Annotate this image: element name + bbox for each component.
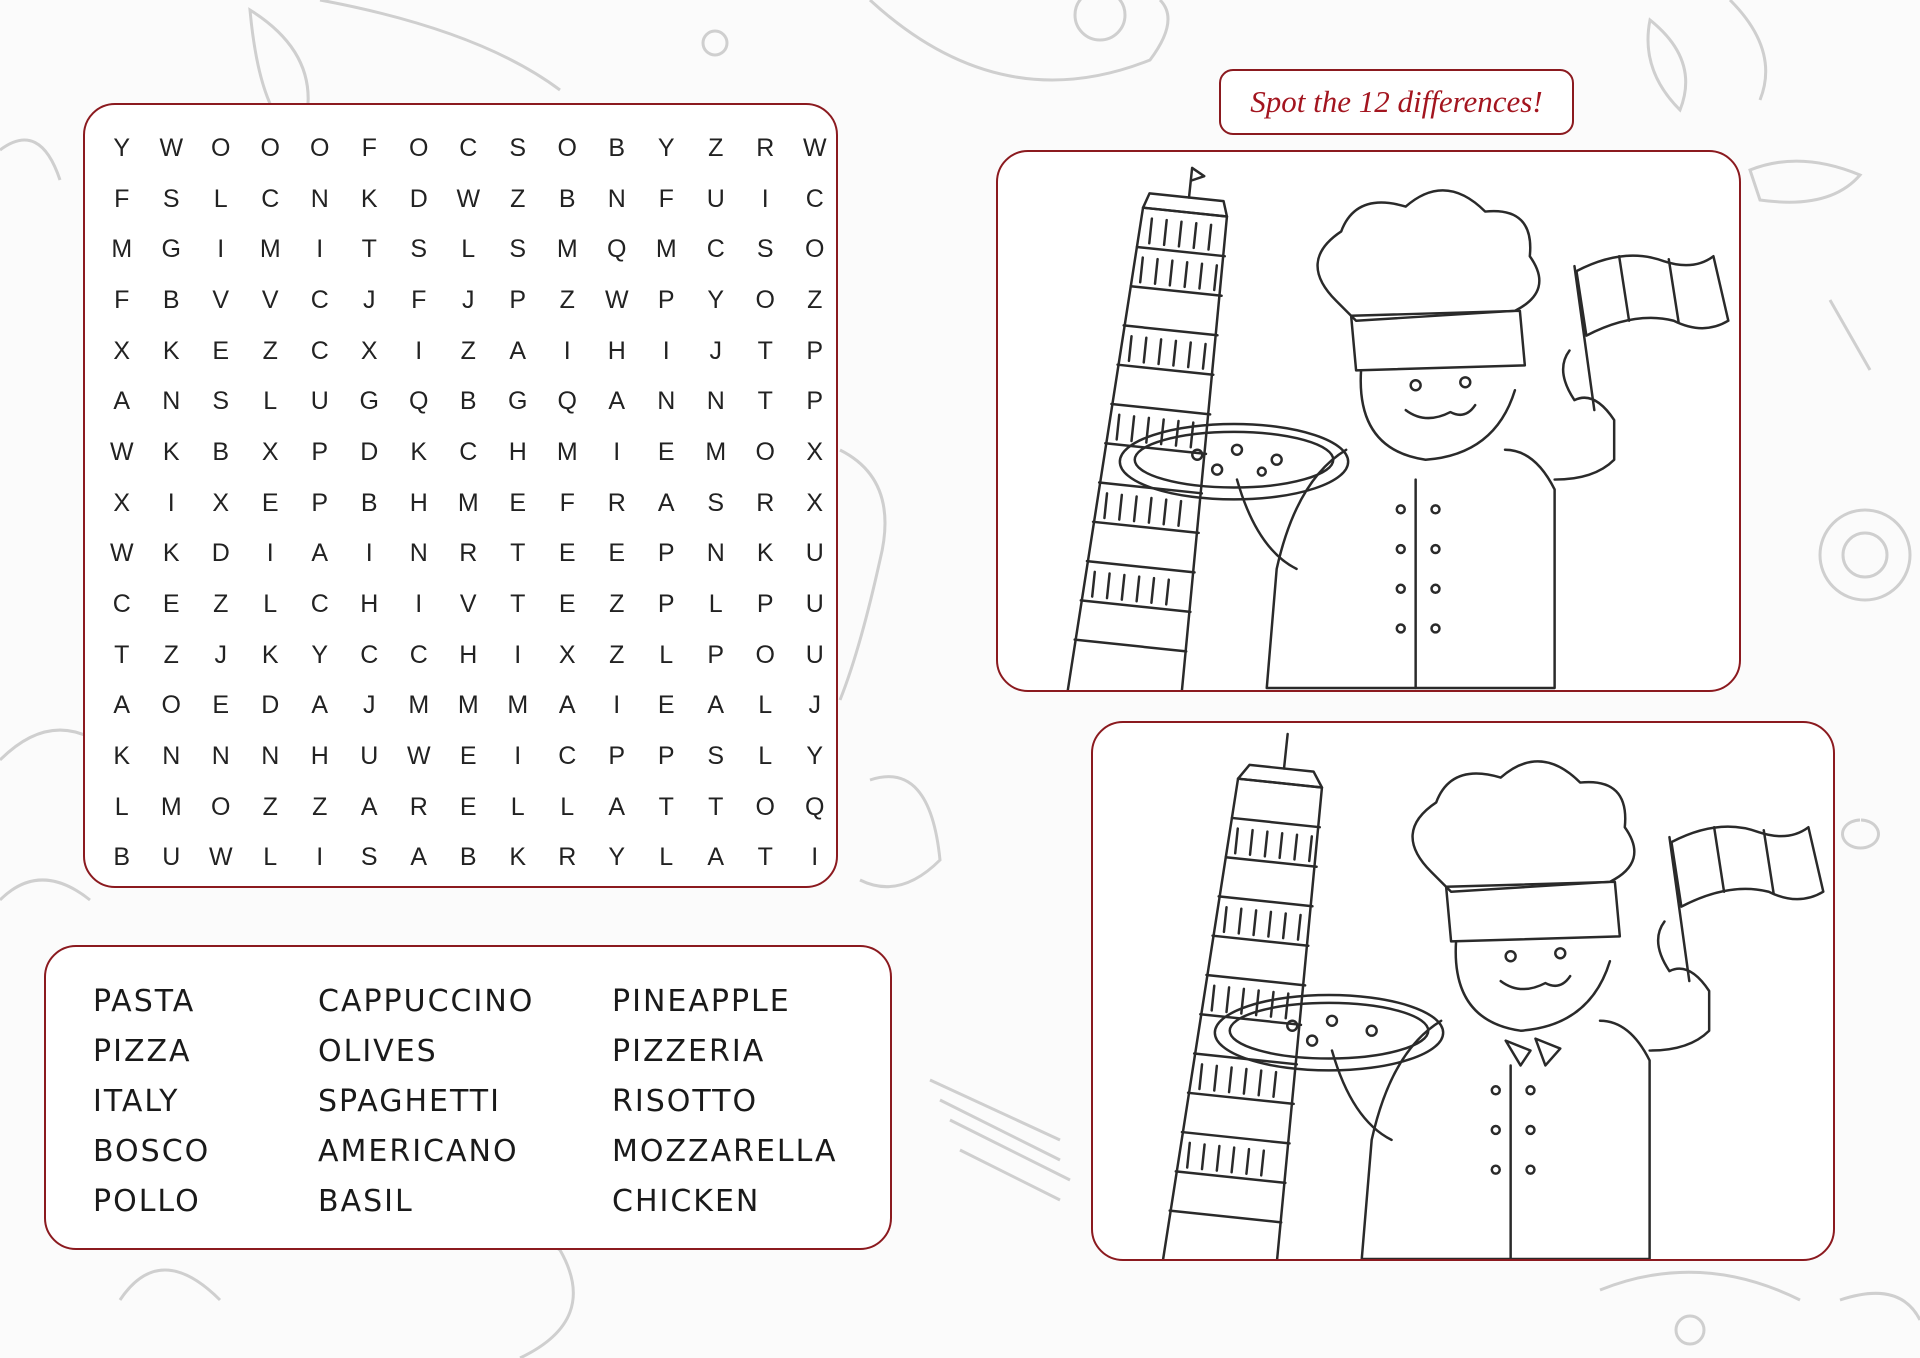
- word-item: PIZZERIA: [612, 1034, 766, 1069]
- grid-letter: K: [162, 539, 180, 568]
- grid-letter: V: [261, 285, 279, 314]
- grid-letter: E: [558, 539, 576, 568]
- spot-differences-title: Spot the 12 differences!: [1219, 69, 1574, 135]
- grid-letter: P: [657, 285, 675, 314]
- grid-letter: O: [805, 235, 825, 264]
- grid-letter: X: [806, 437, 824, 466]
- grid-letter: J: [808, 691, 821, 720]
- grid-letter: J: [363, 691, 376, 720]
- grid-letter: B: [459, 387, 477, 416]
- grid-letter: D: [211, 539, 230, 568]
- grid-letter: C: [558, 742, 577, 771]
- grid-letter: R: [607, 488, 626, 517]
- grid-letter: O: [755, 792, 775, 821]
- grid-letter: S: [707, 742, 725, 771]
- grid-letter: T: [510, 590, 526, 619]
- grid-letter: P: [657, 742, 675, 771]
- grid-letter: H: [459, 640, 478, 669]
- grid-letter: A: [608, 387, 626, 416]
- grid-letter: Z: [163, 640, 179, 669]
- grid-letter: M: [507, 691, 529, 720]
- grid-letter: U: [805, 590, 824, 619]
- grid-letter: I: [613, 691, 621, 720]
- grid-letter: O: [409, 133, 429, 162]
- grid-letter: Z: [807, 285, 823, 314]
- grid-letter: Z: [609, 590, 625, 619]
- grid-letter: E: [657, 437, 675, 466]
- grid-letter: H: [360, 590, 379, 619]
- grid-letter: V: [459, 590, 477, 619]
- grid-letter: L: [560, 792, 575, 821]
- grid-letter: E: [261, 488, 279, 517]
- grid-letter: S: [360, 843, 378, 872]
- grid-letter: W: [159, 133, 184, 162]
- grid-letter: E: [459, 742, 477, 771]
- word-item: CAPPUCCINO: [318, 984, 535, 1019]
- grid-letter: Y: [311, 640, 329, 669]
- grid-letter: A: [113, 387, 131, 416]
- grid-letter: H: [508, 437, 527, 466]
- grid-letter: W: [208, 843, 233, 872]
- grid-letter: A: [657, 488, 675, 517]
- word-item: RISOTTO: [612, 1084, 759, 1119]
- grid-letter: L: [263, 387, 278, 416]
- grid-letter: A: [608, 792, 626, 821]
- grid-letter: I: [316, 843, 324, 872]
- grid-letter: M: [259, 235, 281, 264]
- grid-letter: A: [311, 691, 329, 720]
- grid-letter: F: [361, 133, 377, 162]
- grid-letter: Y: [113, 133, 131, 162]
- grid-letter: Y: [806, 742, 824, 771]
- grid-letter: T: [708, 792, 724, 821]
- grid-letter: L: [263, 843, 278, 872]
- grid-letter: U: [805, 539, 824, 568]
- grid-letter: K: [162, 437, 180, 466]
- grid-letter: O: [161, 691, 181, 720]
- grid-letter: C: [706, 235, 725, 264]
- grid-letter: K: [410, 437, 428, 466]
- grid-letter: I: [613, 437, 621, 466]
- grid-letter: W: [109, 437, 134, 466]
- word-list-column-3: [612, 977, 838, 1227]
- grid-letter: V: [212, 285, 230, 314]
- difference-picture-top: [996, 150, 1741, 692]
- grid-letter: J: [462, 285, 475, 314]
- chef-illustration: [1332, 761, 1709, 1259]
- grid-letter: I: [563, 336, 571, 365]
- grid-letter: W: [604, 285, 629, 314]
- grid-letter: H: [409, 488, 428, 517]
- grid-letter: J: [709, 336, 722, 365]
- grid-letter: S: [707, 488, 725, 517]
- grid-letter: Z: [510, 184, 526, 213]
- grid-letter: S: [212, 387, 230, 416]
- pizza-illustration: [1215, 995, 1443, 1070]
- grid-letter: U: [310, 387, 329, 416]
- grid-letter: B: [360, 488, 378, 517]
- grid-letter: Z: [262, 336, 278, 365]
- word-list-column-1: [93, 977, 210, 1227]
- grid-letter: T: [757, 843, 773, 872]
- grid-letter: K: [509, 843, 527, 872]
- grid-letter: X: [113, 336, 131, 365]
- grid-letter: N: [706, 387, 725, 416]
- grid-letter: S: [509, 133, 527, 162]
- grid-letter: N: [706, 539, 725, 568]
- grid-letter: I: [514, 640, 522, 669]
- grid-letter: R: [558, 843, 577, 872]
- grid-letter: P: [311, 437, 329, 466]
- grid-letter: A: [410, 843, 428, 872]
- word-item: PINEAPPLE: [612, 984, 791, 1019]
- grid-letter: Z: [312, 792, 328, 821]
- grid-letter: W: [109, 539, 134, 568]
- grid-letter: G: [161, 235, 181, 264]
- grid-letter: H: [607, 336, 626, 365]
- grid-letter: O: [755, 437, 775, 466]
- grid-letter: N: [162, 387, 181, 416]
- grid-letter: K: [261, 640, 279, 669]
- grid-letter: F: [559, 488, 575, 517]
- grid-letter: I: [662, 336, 670, 365]
- grid-letter: E: [459, 792, 477, 821]
- grid-letter: T: [361, 235, 377, 264]
- grid-letter: C: [409, 640, 428, 669]
- grid-letter: Z: [460, 336, 476, 365]
- grid-letter: M: [457, 488, 479, 517]
- grid-letter: I: [415, 590, 423, 619]
- grid-letter: M: [111, 235, 133, 264]
- word-item: SPAGHETTI: [318, 1084, 501, 1119]
- grid-letter: C: [261, 184, 280, 213]
- grid-letter: F: [658, 184, 674, 213]
- grid-letter: M: [556, 235, 578, 264]
- grid-letter: E: [608, 539, 626, 568]
- word-item: BOSCO: [93, 1134, 211, 1169]
- grid-letter: C: [459, 133, 478, 162]
- grid-letter: Y: [707, 285, 725, 314]
- grid-letter: N: [261, 742, 280, 771]
- grid-letter: L: [510, 792, 525, 821]
- grid-letter: A: [707, 691, 725, 720]
- grid-letter: M: [705, 437, 727, 466]
- grid-letter: X: [212, 488, 230, 517]
- grid-letter: T: [757, 387, 773, 416]
- pizza-illustration: [1120, 424, 1348, 499]
- grid-letter: H: [310, 742, 329, 771]
- grid-letter: T: [510, 539, 526, 568]
- grid-letter: K: [756, 539, 774, 568]
- grid-letter: Q: [607, 235, 627, 264]
- grid-letter: N: [607, 184, 626, 213]
- grid-letter: P: [311, 488, 329, 517]
- grid-letter: Z: [609, 640, 625, 669]
- grid-letter: N: [657, 387, 676, 416]
- grid-letter: L: [263, 590, 278, 619]
- word-item: PASTA: [93, 984, 196, 1019]
- grid-letter: D: [360, 437, 379, 466]
- grid-letter: E: [212, 691, 230, 720]
- grid-letter: D: [261, 691, 280, 720]
- word-item: MOZZARELLA: [612, 1134, 838, 1169]
- grid-letter: B: [212, 437, 230, 466]
- grid-letter: C: [360, 640, 379, 669]
- grid-letter: S: [162, 184, 180, 213]
- grid-letter: Z: [559, 285, 575, 314]
- grid-letter: L: [708, 590, 723, 619]
- word-item: OLIVES: [318, 1034, 438, 1069]
- grid-letter: F: [114, 184, 130, 213]
- grid-letter: Q: [409, 387, 429, 416]
- grid-letter: B: [113, 843, 131, 872]
- grid-letter: S: [410, 235, 428, 264]
- grid-letter: A: [558, 691, 576, 720]
- grid-letter: U: [360, 742, 379, 771]
- grid-letter: K: [360, 184, 378, 213]
- grid-letter: S: [509, 235, 527, 264]
- grid-letter: E: [657, 691, 675, 720]
- grid-letter: C: [310, 590, 329, 619]
- grid-letter: E: [558, 590, 576, 619]
- grid-letter: Z: [213, 590, 229, 619]
- grid-letter: R: [459, 539, 478, 568]
- grid-letter: E: [212, 336, 230, 365]
- grid-letter: I: [266, 539, 274, 568]
- grid-letter: Y: [657, 133, 675, 162]
- grid-letter: A: [311, 539, 329, 568]
- grid-letter: P: [707, 640, 725, 669]
- grid-letter: P: [756, 590, 774, 619]
- grid-letter: U: [706, 184, 725, 213]
- grid-letter: K: [162, 336, 180, 365]
- grid-letter: C: [112, 590, 131, 619]
- grid-letter: P: [509, 285, 527, 314]
- grid-letter: K: [113, 742, 131, 771]
- grid-letter: R: [756, 488, 775, 517]
- grid-letter: F: [114, 285, 130, 314]
- grid-letter: B: [558, 184, 576, 213]
- grid-letter: C: [310, 285, 329, 314]
- grid-letter: A: [360, 792, 378, 821]
- grid-letter: X: [558, 640, 576, 669]
- grid-letter: M: [408, 691, 430, 720]
- grid-letter: C: [310, 336, 329, 365]
- grid-letter: L: [461, 235, 476, 264]
- grid-letter: Z: [708, 133, 724, 162]
- word-list-column-2: [318, 977, 534, 1227]
- grid-letter: N: [310, 184, 329, 213]
- grid-letter: U: [162, 843, 181, 872]
- chef-illustration: [1237, 190, 1614, 688]
- grid-letter: B: [608, 133, 626, 162]
- grid-letter: L: [114, 792, 129, 821]
- grid-letter: N: [409, 539, 428, 568]
- grid-letter: Z: [262, 792, 278, 821]
- grid-letter: D: [409, 184, 428, 213]
- grid-letter: T: [114, 640, 130, 669]
- grid-letter: I: [316, 235, 324, 264]
- leaning-tower-illustration: [1161, 727, 1332, 1259]
- word-item: ITALY: [93, 1084, 180, 1119]
- grid-letter: L: [659, 843, 674, 872]
- grid-letter: F: [411, 285, 427, 314]
- grid-letter: X: [360, 336, 378, 365]
- word-list-panel: [44, 945, 892, 1250]
- grid-letter: P: [806, 387, 824, 416]
- italian-flag-illustration: [1574, 256, 1728, 410]
- grid-letter: O: [755, 285, 775, 314]
- grid-letter: A: [509, 336, 527, 365]
- italian-flag-illustration: [1669, 827, 1823, 981]
- grid-letter: W: [406, 742, 431, 771]
- grid-letter: G: [359, 387, 379, 416]
- word-item: POLLO: [93, 1184, 201, 1219]
- word-item: AMERICANO: [318, 1134, 519, 1169]
- grid-letter: I: [167, 488, 175, 517]
- word-item: BASIL: [318, 1184, 414, 1219]
- grid-letter: Q: [557, 387, 577, 416]
- grid-letter: N: [162, 742, 181, 771]
- grid-letter: T: [757, 336, 773, 365]
- chef-tower-illustration: [998, 152, 1739, 690]
- grid-letter: I: [217, 235, 225, 264]
- grid-letter: C: [459, 437, 478, 466]
- grid-letter: O: [557, 133, 577, 162]
- grid-letter: A: [113, 691, 131, 720]
- grid-letter: E: [162, 590, 180, 619]
- grid-letter: B: [459, 843, 477, 872]
- grid-letter: O: [211, 133, 231, 162]
- word-search-panel: [83, 103, 838, 888]
- grid-letter: I: [415, 336, 423, 365]
- grid-letter: M: [160, 792, 182, 821]
- grid-letter: Q: [805, 792, 825, 821]
- grid-letter: O: [310, 133, 330, 162]
- grid-letter: L: [659, 640, 674, 669]
- grid-letter: S: [756, 235, 774, 264]
- grid-letter: J: [363, 285, 376, 314]
- difference-picture-bottom: [1091, 721, 1835, 1261]
- grid-letter: X: [261, 437, 279, 466]
- grid-letter: M: [556, 437, 578, 466]
- grid-letter: X: [806, 488, 824, 517]
- grid-letter: U: [805, 640, 824, 669]
- grid-letter: O: [755, 640, 775, 669]
- grid-letter: P: [608, 742, 626, 771]
- grid-letter: G: [508, 387, 528, 416]
- grid-letter: O: [211, 792, 231, 821]
- word-item: PIZZA: [93, 1034, 192, 1069]
- grid-letter: W: [802, 133, 827, 162]
- grid-letter: L: [758, 691, 773, 720]
- grid-letter: R: [756, 133, 775, 162]
- grid-letter: P: [657, 590, 675, 619]
- grid-letter: L: [213, 184, 228, 213]
- grid-letter: X: [113, 488, 131, 517]
- grid-letter: I: [761, 184, 769, 213]
- word-search-grid: [97, 123, 840, 883]
- grid-letter: W: [456, 184, 481, 213]
- grid-letter: O: [260, 133, 280, 162]
- grid-letter: I: [365, 539, 373, 568]
- grid-letter: I: [514, 742, 522, 771]
- grid-letter: M: [655, 235, 677, 264]
- grid-letter: P: [657, 539, 675, 568]
- grid-letter: P: [806, 336, 824, 365]
- grid-letter: Y: [608, 843, 626, 872]
- word-item: CHICKEN: [612, 1184, 761, 1219]
- grid-letter: B: [162, 285, 180, 314]
- chef-tower-illustration: [1093, 723, 1833, 1259]
- grid-letter: N: [211, 742, 230, 771]
- grid-letter: E: [509, 488, 527, 517]
- grid-letter: M: [457, 691, 479, 720]
- grid-letter: R: [409, 792, 428, 821]
- grid-letter: J: [214, 640, 227, 669]
- grid-letter: L: [758, 742, 773, 771]
- grid-letter: T: [658, 792, 674, 821]
- grid-letter: C: [805, 184, 824, 213]
- grid-letter: A: [707, 843, 725, 872]
- grid-letter: I: [811, 843, 819, 872]
